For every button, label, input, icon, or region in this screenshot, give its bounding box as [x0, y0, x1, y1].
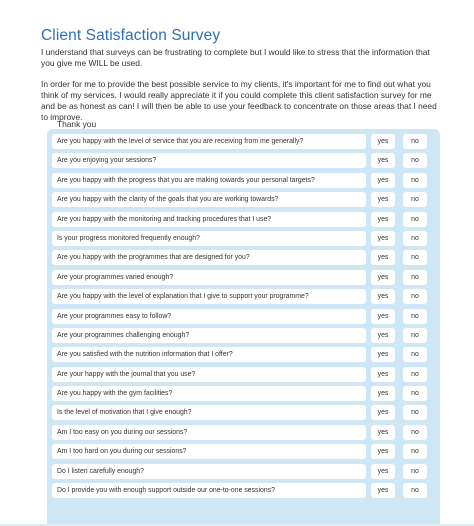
yes-option[interactable]: yes — [371, 405, 395, 420]
no-option[interactable]: no — [403, 231, 427, 246]
yes-option[interactable]: yes — [371, 153, 395, 168]
question-text: Are you happy with the clarity of the goals that you are working towards? — [52, 192, 366, 207]
question-text: Are you happy with the progress that you are making towards your personal targets? — [52, 173, 366, 188]
no-option[interactable]: no — [403, 134, 427, 149]
yes-option[interactable]: yes — [371, 464, 395, 479]
question-text: Are your happy with the journal that you use? — [52, 367, 366, 382]
yes-option[interactable]: yes — [371, 212, 395, 227]
survey-row — [47, 384, 440, 403]
yes-option[interactable]: yes — [371, 367, 395, 382]
question-text: Are you happy with the level of explanation that I give to support your programme? — [52, 289, 366, 304]
yes-option[interactable]: yes — [371, 347, 395, 362]
question-text: Are you happy with the monitoring and tracking procedures that I use? — [52, 212, 366, 227]
no-option[interactable]: no — [403, 270, 427, 285]
survey-row — [47, 481, 440, 500]
intro-paragraph-2: In order for me to provide the best possible service to my clients, it's important for me to find out what you think of my services. I would really appreciate it if you could complete this client satisfaction survey for me and be as honest as can! I will then be able to use your feedback to concentrate on those areas that I need to improve. — [41, 79, 437, 122]
no-option[interactable]: no — [403, 153, 427, 168]
intro-paragraph-1: I understand that surveys can be frustrating to complete but I would like to stress that the information that you give me WILL be used. — [41, 47, 430, 68]
survey-row — [47, 287, 440, 306]
survey-row — [47, 229, 440, 248]
no-option[interactable]: no — [403, 483, 427, 498]
no-option[interactable]: no — [403, 386, 427, 401]
question-text: Are you enjoying your sessions? — [52, 153, 366, 168]
question-text: Is the level of motivation that I give enough? — [52, 405, 366, 420]
no-option[interactable]: no — [403, 289, 427, 304]
survey-row — [47, 190, 440, 209]
no-option[interactable]: no — [403, 444, 427, 459]
no-option[interactable]: no — [403, 250, 427, 265]
yes-option[interactable]: yes — [371, 250, 395, 265]
survey-row — [47, 307, 440, 326]
survey-row — [47, 442, 440, 461]
question-text: Am I too hard on you during our sessions? — [52, 444, 366, 459]
survey-row — [47, 210, 440, 229]
yes-option[interactable]: yes — [371, 270, 395, 285]
survey-row — [47, 403, 440, 422]
survey-row — [47, 151, 440, 170]
yes-option[interactable]: yes — [371, 444, 395, 459]
no-option[interactable]: no — [403, 367, 427, 382]
question-text: Are you happy with the programmes that are designed for you? — [52, 250, 366, 265]
survey-row — [47, 132, 440, 151]
survey-row — [47, 423, 440, 442]
yes-option[interactable]: yes — [371, 289, 395, 304]
survey-row — [47, 365, 440, 384]
yes-option[interactable]: yes — [371, 231, 395, 246]
yes-option[interactable]: yes — [371, 192, 395, 207]
yes-option[interactable]: yes — [371, 328, 395, 343]
no-option[interactable]: no — [403, 328, 427, 343]
question-text: Are you happy with the gym facilities? — [52, 386, 366, 401]
question-text: Do I provide you with enough support outside our one-to-one sessions? — [52, 483, 366, 498]
no-option[interactable]: no — [403, 192, 427, 207]
no-option[interactable]: no — [403, 464, 427, 479]
yes-option[interactable]: yes — [371, 309, 395, 324]
question-text: Am I too easy on you during our sessions? — [52, 425, 366, 440]
survey-row — [47, 326, 440, 345]
yes-option[interactable]: yes — [371, 134, 395, 149]
question-text: Do I listen carefully enough? — [52, 464, 366, 479]
survey-row — [47, 462, 440, 481]
no-option[interactable]: no — [403, 212, 427, 227]
thanks-text: Thank you — [57, 119, 97, 129]
yes-option[interactable]: yes — [371, 483, 395, 498]
page-title: Client Satisfaction Survey — [41, 27, 221, 44]
survey-row — [47, 171, 440, 190]
no-option[interactable]: no — [403, 347, 427, 362]
question-text: Are you happy with the level of service that you are receiving from me generally? — [52, 134, 366, 149]
yes-option[interactable]: yes — [371, 386, 395, 401]
yes-option[interactable]: yes — [371, 173, 395, 188]
yes-option[interactable]: yes — [371, 425, 395, 440]
survey-row — [47, 248, 440, 267]
question-list — [47, 132, 440, 500]
no-option[interactable]: no — [403, 173, 427, 188]
no-option[interactable]: no — [403, 405, 427, 420]
question-text: Is your progress monitored frequently enough? — [52, 231, 366, 246]
question-text: Are you satisfied with the nutrition information that I offer? — [52, 347, 366, 362]
survey-row — [47, 345, 440, 364]
question-text: Are your programmes easy to follow? — [52, 309, 366, 324]
survey-row — [47, 268, 440, 287]
question-text: Are your programmes varied enough? — [52, 270, 366, 285]
question-text: Are your programmes challenging enough? — [52, 328, 366, 343]
survey-panel — [47, 129, 440, 526]
no-option[interactable]: no — [403, 309, 427, 324]
no-option[interactable]: no — [403, 425, 427, 440]
